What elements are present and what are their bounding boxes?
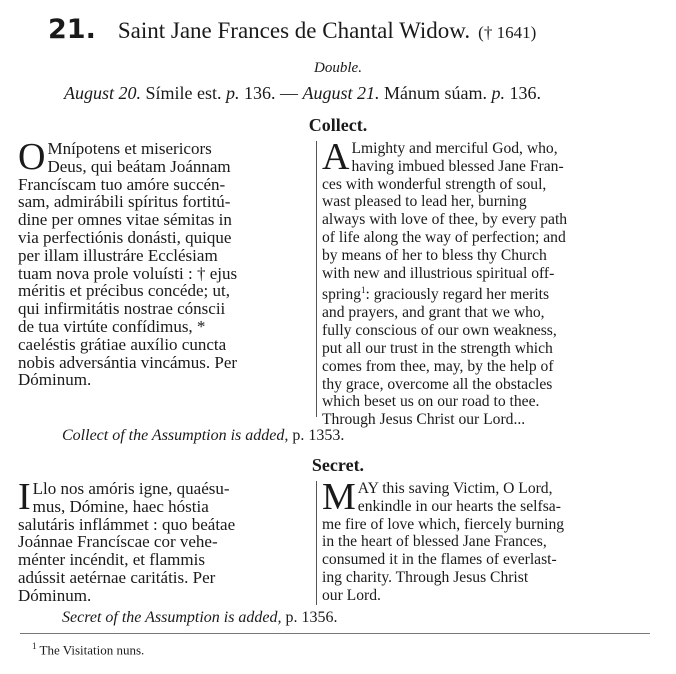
collect-english-dropcap: A [322, 136, 350, 178]
secret-english-line: our Lord. [322, 586, 381, 604]
secret-english-line: AY this saving Victim, O Lord, [357, 480, 553, 497]
collect-latin-line: qui infirmitátis nostrae cónscii [18, 299, 226, 319]
secret-english-line: ing charity. Through Jesus Christ [322, 568, 529, 586]
secret-latin-line: adússit aetérnae caritátis. Per [18, 567, 216, 587]
collect-latin-line: dine per omnes vitae sémitas in [18, 210, 232, 230]
secret-english-line: me fire of love which, fiercely burning [322, 515, 565, 533]
collect-latin-line: Deus, qui beátam Joánnam [47, 156, 231, 176]
secret-english-dropcap: M [322, 476, 356, 518]
secret-latin-line: ménter incéndit, et flammis [18, 550, 205, 570]
ref-text-2: Mánum súam. [384, 83, 488, 103]
collect-english-line-start: spring [322, 286, 361, 304]
collect-english-line: comes from thee, may, by the help of [322, 357, 554, 375]
collect-latin-line: per illam illustráre Ecclésiam [18, 245, 218, 265]
secret-commemoration-note [62, 609, 338, 627]
ref-p-2: p. [491, 83, 506, 103]
collect-english-line: with new and illustrious spiritual off- [322, 264, 555, 282]
collect-english-line: and prayers, and grant that we who, [322, 304, 545, 322]
secret-latin-line: Llo nos amóris igne, quaésu- [32, 479, 230, 498]
collect-column-divider [316, 141, 317, 417]
secret-latin-line: Joánnae Francíscae cor vehe- [18, 532, 218, 552]
secret-latin-line: mus, Dómine, haec hóstia [32, 496, 209, 516]
collect-latin-line: via perfectiónis donásti, quique [18, 227, 232, 247]
collect-english-line: by means of her to bless thy Church [322, 246, 547, 264]
collect-english-line: of life along the way of perfection; and [322, 228, 566, 246]
secret-english-line: in the heart of blessed Jane Frances, [322, 533, 547, 551]
footnote [32, 641, 144, 658]
collect-latin-line: Francíscam tuo amóre succén- [18, 174, 226, 194]
footnote-reference: 1 [360, 285, 366, 296]
ref-p-1: p. [226, 83, 240, 103]
collect-latin-line: tuam nova prole voluísti : † ejus [18, 263, 238, 283]
collect-latin-line: Mnípotens et misericors [47, 139, 212, 158]
feast-obit: († 1641) [478, 23, 537, 42]
secret-latin-dropcap: I [18, 476, 31, 518]
collect-english-line: Through Jesus Christ our Lord... [322, 411, 526, 429]
collect-latin-line: Dóminum. [18, 370, 92, 390]
secret-title: Secret. [311, 455, 365, 475]
ref-text-1: Símile est. [145, 83, 222, 103]
secret-latin-column [18, 476, 310, 605]
secret-latin-line: salutáris inflámmet : quo beátae [18, 514, 236, 534]
ref-page-1: 136. — [244, 83, 299, 103]
footnote-text: The Visitation nuns. [39, 642, 145, 658]
secret-column-divider [316, 481, 317, 605]
collect-english-line: wast pleased to lead her, burning [322, 193, 527, 211]
collect-english-line: having imbued blessed Jane Fran- [351, 157, 564, 175]
collect-commemoration-note [62, 427, 344, 445]
collect-english-line: always with love of thee, by every path [322, 211, 568, 229]
date-references [64, 83, 541, 104]
collect-note-page: p. 1353. [292, 427, 345, 444]
collect-english-line [322, 282, 667, 304]
ref-date-2: August 21. [302, 83, 380, 103]
feast-rank: Double. [314, 60, 362, 76]
ref-date-1: August 20. [64, 83, 142, 103]
collect-english-line: which beset us on our road to thee. [322, 393, 540, 411]
collect-latin-line: nobis adversántia vincámus. Per [18, 352, 238, 372]
collect-title: Collect. [308, 115, 368, 135]
collect-english-line: ces with wonderful strength of soul, [322, 175, 547, 193]
collect-english-line: fully conscious of our own weakness, [322, 322, 557, 340]
secret-english-line: enkindle in our hearts the selfsa- [357, 497, 561, 515]
feast-heading [48, 14, 668, 45]
collect-english-line: Lmighty and merciful God, who, [351, 140, 558, 157]
collect-latin-line: caeléstis grátiae auxílio cuncta [18, 334, 227, 354]
collect-latin-column [18, 136, 310, 390]
collect-english-line-end: : graciously regard her merits [365, 286, 550, 304]
collect-english-line: thy grace, overcome all the obstacles [322, 375, 553, 393]
collect-latin-line: de tua virtúte confídimus, * [18, 316, 206, 336]
collect-english-column [322, 136, 667, 429]
secret-note-text: Secret of the Assumption is added, [62, 609, 282, 626]
collect-english-line: put all our trust in the strength which [322, 339, 553, 357]
footnote-rule [20, 633, 650, 634]
footnote-mark: 1 [32, 641, 37, 651]
secret-english-line: consumed it in the flames of everlast- [322, 551, 557, 569]
secret-note-page: p. 1356. [285, 609, 338, 626]
ref-page-2: 136. [509, 83, 542, 103]
secret-latin-line: Dóminum. [18, 585, 92, 605]
feast-title: Saint Jane Frances de Chantal Widow. [117, 18, 471, 43]
collect-latin-dropcap: O [18, 136, 46, 178]
collect-note-text: Collect of the Assumption is added, [62, 427, 289, 444]
collect-latin-line: méritis et précibus concéde; ut, [18, 281, 230, 301]
collect-latin-line: sam, admirábili spíritus fortitú- [18, 192, 231, 212]
feast-number: 21. [48, 14, 96, 45]
secret-english-column [322, 476, 667, 605]
